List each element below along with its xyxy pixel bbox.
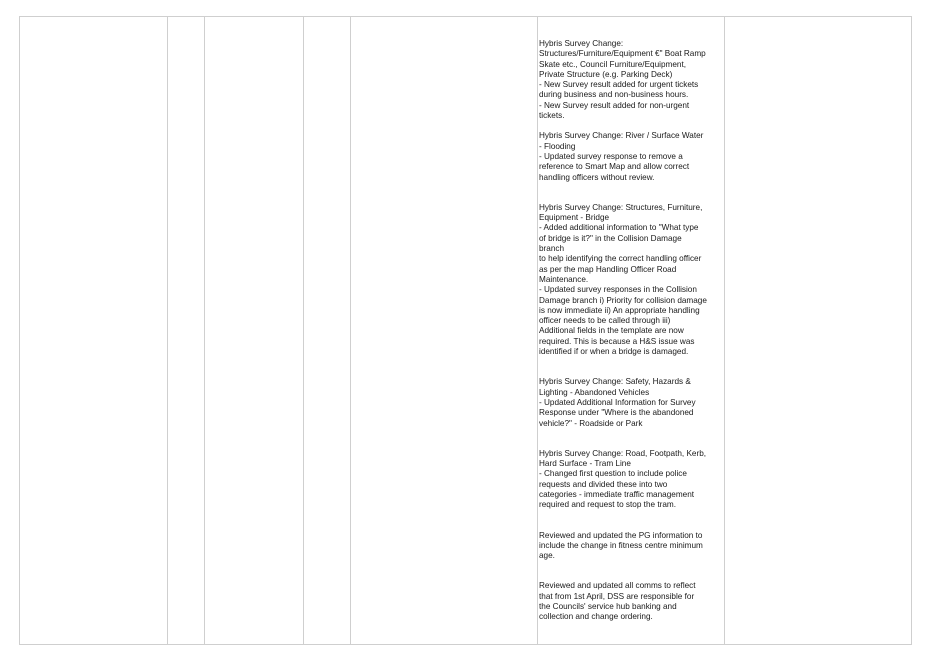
change-entry-comms: Reviewed and updated all comms to reflect that from 1st April, DSS are responsible for the Councils' service hub banking and collection and change ordering. [539,581,696,622]
column-divider [537,17,538,644]
document-table [19,16,912,645]
change-entry-survey-bridge: Hybris Survey Change: Structures, Furniture, Equipment - Bridge - Added additional information to "What type of bridge is it?" in the Collision Damage branch to help identifying the correct handling officer as per the map Handling Officer Road Maintenance. - Updated survey responses in the Collision Damage branch i) Priority for collision damage is now immediate ii) An appropriate handling officer needs to be called through iii) Additional fields in the template are now required. This is because a H&S issue was identified if or when a bridge is damaged. [539,202,707,357]
column-divider [724,17,725,644]
change-log-cell [539,39,723,623]
change-entry-survey-abandoned-vehicles: Hybris Survey Change: Safety, Hazards & Lighting - Abandoned Vehicles - Updated Additional Information for Survey Response under "Where is the abandoned vehicle?" - Roadside or Park [539,377,696,428]
column-divider [350,17,351,644]
column-divider [303,17,304,644]
change-entry-survey-flooding: Hybris Survey Change: River / Surface Water - Flooding - Updated survey response to remove a reference to Smart Map and allow correct handling officers without review. [539,131,704,182]
column-divider [167,17,168,644]
change-entry-survey-tram-line: Hybris Survey Change: Road, Footpath, Kerb, Hard Surface - Tram Line - Changed first question to include police requests and divided these into two categories - immediate traffic management required and request to stop the tram. [539,448,707,510]
change-entry-survey-structures: Hybris Survey Change: Structures/Furniture/Equipment €" Boat Ramp Skate etc., Council Furniture/Equipment, Private Structure (e.g. Parking Deck) - New Survey result added for urgent tickets during business and non-business hours. - New Survey result added for non-urgent tickets. [539,39,706,121]
column-divider [204,17,205,644]
change-entry-pg-information: Reviewed and updated the PG information to include the change in fitness centre minimum age. [539,530,703,561]
